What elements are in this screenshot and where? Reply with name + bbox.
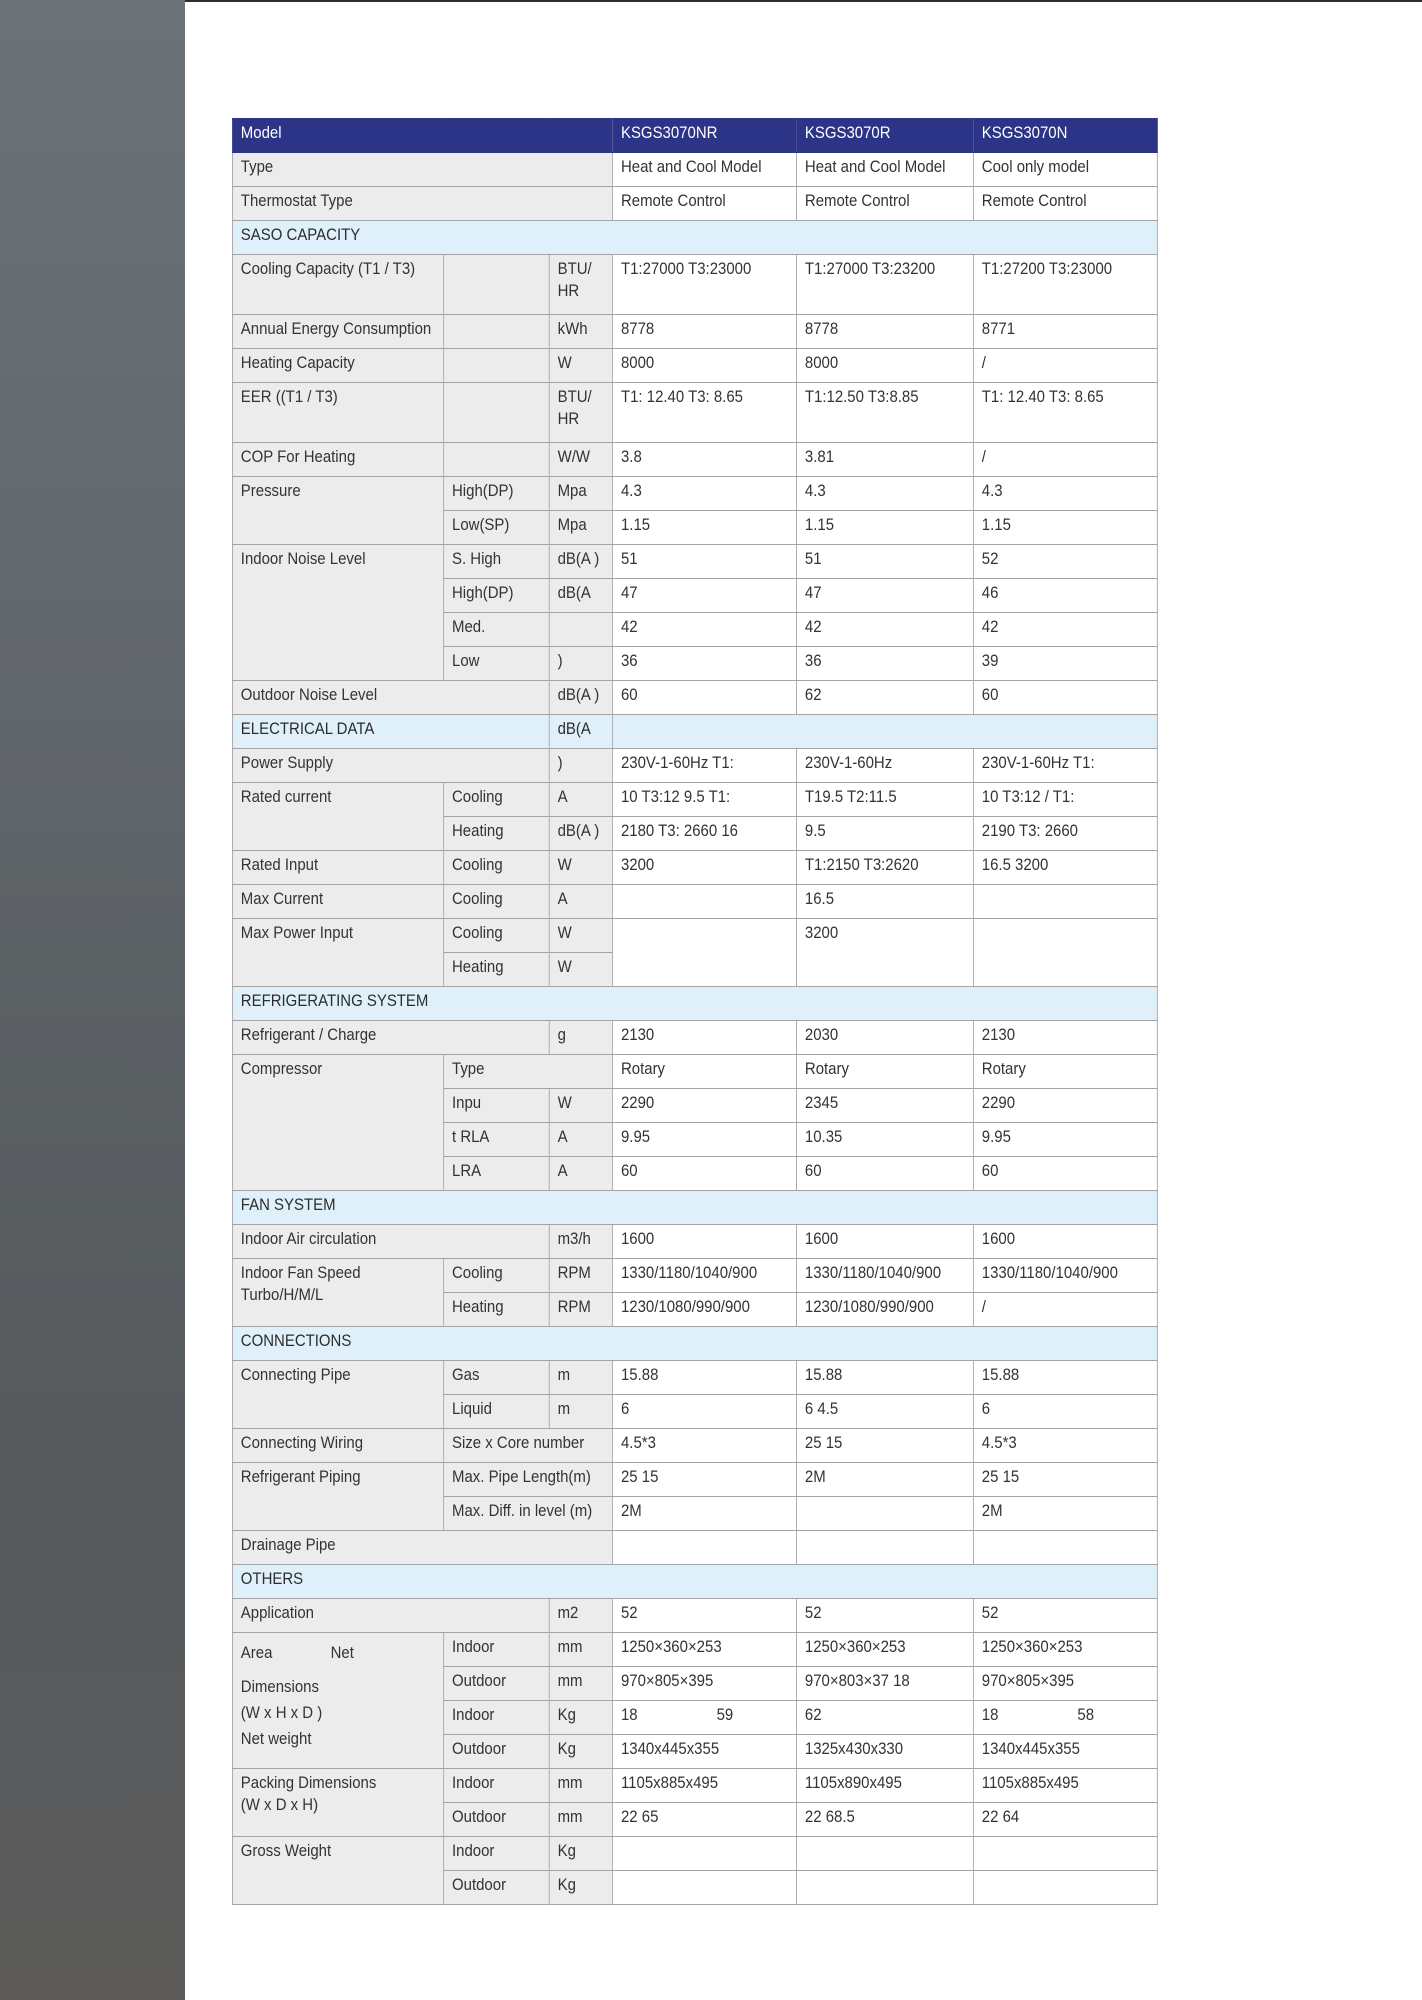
table-row bbox=[232, 1055, 1157, 1089]
header-model: Model bbox=[232, 119, 612, 153]
sub-label bbox=[444, 315, 550, 349]
sub-label: S. High bbox=[444, 545, 550, 579]
cell: Heat and Cool Model bbox=[797, 153, 974, 187]
unit: W bbox=[549, 1089, 612, 1123]
sub-label: High(DP) bbox=[444, 579, 550, 613]
section-row bbox=[232, 987, 1157, 1021]
cell: 970×805×395 bbox=[613, 1667, 797, 1701]
unit bbox=[549, 613, 612, 647]
cell bbox=[613, 1871, 797, 1905]
header-model-3: KSGS3070N bbox=[973, 119, 1157, 153]
sub-label: Outdoor bbox=[444, 1871, 550, 1905]
cell: 25 15 bbox=[613, 1463, 797, 1497]
cell: 970×803×37 18 bbox=[797, 1667, 974, 1701]
unit: W/W bbox=[549, 443, 612, 477]
row-label: Refrigerant Piping bbox=[232, 1463, 443, 1531]
unit: m bbox=[549, 1361, 612, 1395]
unit: A bbox=[549, 1157, 612, 1191]
sub-label: Cooling bbox=[444, 885, 550, 919]
cell: 6 bbox=[973, 1395, 1157, 1429]
cell: 1230/1080/990/900 bbox=[613, 1293, 797, 1327]
unit: A bbox=[549, 783, 612, 817]
cell: 1340x445x355 bbox=[973, 1735, 1157, 1769]
cell: Rotary bbox=[797, 1055, 974, 1089]
table-row bbox=[232, 187, 1157, 221]
unit: BTU/ HR bbox=[549, 383, 612, 443]
cell: 2290 bbox=[973, 1089, 1157, 1123]
row-label bbox=[232, 1769, 443, 1837]
cell: 1105x885x495 bbox=[973, 1769, 1157, 1803]
cell: 2M bbox=[973, 1497, 1157, 1531]
cell bbox=[973, 919, 1157, 987]
table-row bbox=[232, 1259, 1157, 1293]
section-title: CONNECTIONS bbox=[232, 1327, 1157, 1361]
cell: 42 bbox=[613, 613, 797, 647]
unit: W bbox=[549, 851, 612, 885]
cell: 18 58 bbox=[973, 1701, 1157, 1735]
cell: 4.3 bbox=[797, 477, 974, 511]
unit: Mpa bbox=[549, 477, 612, 511]
cell: 8000 bbox=[613, 349, 797, 383]
cell: 9.5 bbox=[797, 817, 974, 851]
cell: 47 bbox=[797, 579, 974, 613]
sub-label: Low(SP) bbox=[444, 511, 550, 545]
sub-label bbox=[444, 383, 550, 443]
cell bbox=[797, 1837, 974, 1871]
unit: mm bbox=[549, 1769, 612, 1803]
unit: W bbox=[549, 919, 612, 953]
sub-label: Size x Core number bbox=[444, 1429, 613, 1463]
table-row bbox=[232, 1225, 1157, 1259]
cell: 1340x445x355 bbox=[613, 1735, 797, 1769]
cell: T1:27000 T3:23200 bbox=[797, 255, 974, 315]
cell bbox=[797, 1871, 974, 1905]
table-row bbox=[232, 851, 1157, 885]
table-row bbox=[232, 255, 1157, 315]
sub-label: LRA bbox=[444, 1157, 550, 1191]
cell: 2130 bbox=[613, 1021, 797, 1055]
unit: dB(A ) bbox=[549, 817, 612, 851]
row-label: Rated current bbox=[232, 783, 443, 851]
cell: 52 bbox=[973, 545, 1157, 579]
cell: 8000 bbox=[797, 349, 974, 383]
table-row bbox=[232, 681, 1157, 715]
section-title: SASO CAPACITY bbox=[232, 221, 1157, 255]
sub-label: Indoor bbox=[444, 1769, 550, 1803]
sub-label: Cooling bbox=[444, 919, 550, 953]
cell: 60 bbox=[973, 681, 1157, 715]
cell: 42 bbox=[797, 613, 974, 647]
sub-label: Cooling bbox=[444, 783, 550, 817]
cell: 6 4.5 bbox=[797, 1395, 974, 1429]
row-label: Connecting Wiring bbox=[232, 1429, 443, 1463]
unit: mm bbox=[549, 1633, 612, 1667]
sub-label: Inpu bbox=[444, 1089, 550, 1123]
unit: kWh bbox=[549, 315, 612, 349]
cell: 51 bbox=[797, 545, 974, 579]
cell: 1.15 bbox=[613, 511, 797, 545]
cell: 1250×360×253 bbox=[613, 1633, 797, 1667]
unit: mm bbox=[549, 1667, 612, 1701]
row-label: Power Supply bbox=[232, 749, 549, 783]
cell: 62 bbox=[797, 1701, 974, 1735]
cell: 16.5 bbox=[797, 885, 974, 919]
cell: 36 bbox=[797, 647, 974, 681]
cell: 2M bbox=[613, 1497, 797, 1531]
cell: T1:2150 T3:2620 bbox=[797, 851, 974, 885]
row-label: Outdoor Noise Level bbox=[232, 681, 549, 715]
cell: 1330/1180/1040/900 bbox=[613, 1259, 797, 1293]
sub-label: Outdoor bbox=[444, 1667, 550, 1701]
cell: 2345 bbox=[797, 1089, 974, 1123]
cell: 1.15 bbox=[797, 511, 974, 545]
cell: 2180 T3: 2660 16 bbox=[613, 817, 797, 851]
top-rule bbox=[185, 0, 1422, 2]
table-row bbox=[232, 477, 1157, 511]
sub-label: Indoor bbox=[444, 1837, 550, 1871]
cell: 3.8 bbox=[613, 443, 797, 477]
cell: 9.95 bbox=[613, 1123, 797, 1157]
cell: 10.35 bbox=[797, 1123, 974, 1157]
unit: dB(A bbox=[549, 579, 612, 613]
cell: 2M bbox=[797, 1463, 974, 1497]
row-label: EER ((T1 / T3) bbox=[232, 383, 443, 443]
cell: 25 15 bbox=[797, 1429, 974, 1463]
unit: A bbox=[549, 885, 612, 919]
table-row bbox=[232, 1463, 1157, 1497]
row-label-line: Dimensions bbox=[240, 1677, 319, 1696]
sub-label: Gas bbox=[444, 1361, 550, 1395]
cell: 1325x430x330 bbox=[797, 1735, 974, 1769]
sub-label: Outdoor bbox=[444, 1735, 550, 1769]
row-label: Indoor Air circulation bbox=[232, 1225, 549, 1259]
unit: g bbox=[549, 1021, 612, 1055]
row-label: Thermostat Type bbox=[232, 187, 612, 221]
cell: 8771 bbox=[973, 315, 1157, 349]
cell: 39 bbox=[973, 647, 1157, 681]
unit: m2 bbox=[549, 1599, 612, 1633]
header-model-2: KSGS3070R bbox=[797, 119, 974, 153]
row-label: Application bbox=[232, 1599, 549, 1633]
cell: 60 bbox=[797, 1157, 974, 1191]
cell: 1250×360×253 bbox=[797, 1633, 974, 1667]
cell: Rotary bbox=[973, 1055, 1157, 1089]
sub-label: Heating bbox=[444, 817, 550, 851]
row-label-line: (W x H x D ) bbox=[240, 1703, 323, 1722]
cell bbox=[797, 1531, 974, 1565]
row-label-line: Turbo/H/M/L bbox=[240, 1285, 324, 1304]
row-label: Refrigerant / Charge bbox=[232, 1021, 549, 1055]
cell: T1: 12.40 T3: 8.65 bbox=[973, 383, 1157, 443]
cell: 4.3 bbox=[973, 477, 1157, 511]
cell: 52 bbox=[973, 1599, 1157, 1633]
sub-label: t RLA bbox=[444, 1123, 550, 1157]
cell: 52 bbox=[613, 1599, 797, 1633]
table-row bbox=[232, 1531, 1157, 1565]
row-label: Cooling Capacity (T1 / T3) bbox=[232, 255, 443, 315]
cell: 1330/1180/1040/900 bbox=[973, 1259, 1157, 1293]
unit: RPM bbox=[549, 1259, 612, 1293]
unit: BTU/ HR bbox=[549, 255, 612, 315]
unit: W bbox=[549, 953, 612, 987]
unit: ) bbox=[549, 647, 612, 681]
row-label: Indoor Noise Level bbox=[232, 545, 443, 681]
cell: 1330/1180/1040/900 bbox=[797, 1259, 974, 1293]
section-title: REFRIGERATING SYSTEM bbox=[232, 987, 1157, 1021]
cell: 60 bbox=[613, 1157, 797, 1191]
table-row bbox=[232, 1361, 1157, 1395]
unit: dB(A ) bbox=[549, 545, 612, 579]
table-row bbox=[232, 349, 1157, 383]
sub-label: Type bbox=[444, 1055, 613, 1089]
cell: / bbox=[973, 349, 1157, 383]
row-label: Connecting Pipe bbox=[232, 1361, 443, 1429]
row-label: Compressor bbox=[232, 1055, 443, 1191]
cell: 22 65 bbox=[613, 1803, 797, 1837]
sub-label: Liquid bbox=[444, 1395, 550, 1429]
cell: 3200 bbox=[613, 851, 797, 885]
cell: 1105x885x495 bbox=[613, 1769, 797, 1803]
unit: dB(A bbox=[549, 715, 612, 749]
decorative-sidebar bbox=[0, 0, 185, 2000]
row-label bbox=[232, 1259, 443, 1327]
cell bbox=[613, 885, 797, 919]
cell: 1.15 bbox=[973, 511, 1157, 545]
unit: Mpa bbox=[549, 511, 612, 545]
cell: / bbox=[973, 443, 1157, 477]
unit: W bbox=[549, 349, 612, 383]
cell: 18 59 bbox=[613, 1701, 797, 1735]
cell: 2030 bbox=[797, 1021, 974, 1055]
row-label-line: Net weight bbox=[240, 1729, 312, 1748]
table-row bbox=[232, 1633, 1157, 1667]
cell: Remote Control bbox=[797, 187, 974, 221]
table-row bbox=[232, 749, 1157, 783]
cell: 4.3 bbox=[613, 477, 797, 511]
cell: 10 T3:12 / T1: bbox=[973, 783, 1157, 817]
table-row bbox=[232, 153, 1157, 187]
sub-label: Heating bbox=[444, 953, 550, 987]
cell: 4.5*3 bbox=[613, 1429, 797, 1463]
cell: 4.5*3 bbox=[973, 1429, 1157, 1463]
table-row bbox=[232, 783, 1157, 817]
cell: 60 bbox=[973, 1157, 1157, 1191]
cell: 970×805×395 bbox=[973, 1667, 1157, 1701]
unit: Kg bbox=[549, 1735, 612, 1769]
cell: 36 bbox=[613, 647, 797, 681]
table-row bbox=[232, 1599, 1157, 1633]
cell bbox=[797, 1497, 974, 1531]
cell: T1:27200 T3:23000 bbox=[973, 255, 1157, 315]
spec-table bbox=[232, 118, 1158, 1905]
table-row bbox=[232, 1429, 1157, 1463]
cell bbox=[613, 919, 797, 987]
cell: 51 bbox=[613, 545, 797, 579]
cell: 8778 bbox=[797, 315, 974, 349]
table-row bbox=[232, 1769, 1157, 1803]
unit: Kg bbox=[549, 1871, 612, 1905]
sub-label: Low bbox=[444, 647, 550, 681]
cell: 2130 bbox=[973, 1021, 1157, 1055]
row-label: Heating Capacity bbox=[232, 349, 443, 383]
cell: 46 bbox=[973, 579, 1157, 613]
cell: 9.95 bbox=[973, 1123, 1157, 1157]
cell: 230V-1-60Hz T1: bbox=[973, 749, 1157, 783]
cell: 42 bbox=[973, 613, 1157, 647]
row-label-line: (W x D x H) bbox=[240, 1795, 319, 1814]
sub-label: Cooling bbox=[444, 851, 550, 885]
row-label: Max Current bbox=[232, 885, 443, 919]
row-label: Pressure bbox=[232, 477, 443, 545]
row-label: Drainage Pipe bbox=[232, 1531, 612, 1565]
row-label: Max Power Input bbox=[232, 919, 443, 987]
row-label-line: Packing Dimensions bbox=[240, 1773, 377, 1792]
cell bbox=[973, 885, 1157, 919]
row-label-line: Indoor Fan Speed bbox=[240, 1263, 361, 1282]
table-row bbox=[232, 315, 1157, 349]
cell: 3.81 bbox=[797, 443, 974, 477]
sub-label: High(DP) bbox=[444, 477, 550, 511]
section-row bbox=[232, 1327, 1157, 1361]
cell: 15.88 bbox=[613, 1361, 797, 1395]
cell: T1: 12.40 T3: 8.65 bbox=[613, 383, 797, 443]
cell: T19.5 T2:11.5 bbox=[797, 783, 974, 817]
cell: 1250×360×253 bbox=[973, 1633, 1157, 1667]
cell: 47 bbox=[613, 579, 797, 613]
unit: dB(A ) bbox=[549, 681, 612, 715]
table-row bbox=[232, 383, 1157, 443]
unit: ) bbox=[549, 749, 612, 783]
cell: 1230/1080/990/900 bbox=[797, 1293, 974, 1327]
cell: 1600 bbox=[797, 1225, 974, 1259]
sub-label: Med. bbox=[444, 613, 550, 647]
cell: / bbox=[973, 1293, 1157, 1327]
row-label-line: Area Net bbox=[240, 1643, 354, 1662]
cell: 62 bbox=[797, 681, 974, 715]
cell: 230V-1-60Hz T1: bbox=[613, 749, 797, 783]
cell: 8778 bbox=[613, 315, 797, 349]
sub-label: Max. Diff. in level (m) bbox=[444, 1497, 613, 1531]
cell: 2290 bbox=[613, 1089, 797, 1123]
unit: A bbox=[549, 1123, 612, 1157]
cell bbox=[973, 1837, 1157, 1871]
cell: 3200 bbox=[797, 919, 974, 987]
cell: 230V-1-60Hz bbox=[797, 749, 974, 783]
row-label: Gross Weight bbox=[232, 1837, 443, 1905]
cell: 60 bbox=[613, 681, 797, 715]
sub-label bbox=[444, 443, 550, 477]
row-label: Rated Input bbox=[232, 851, 443, 885]
cell: 15.88 bbox=[797, 1361, 974, 1395]
cell bbox=[613, 1837, 797, 1871]
unit: m3/h bbox=[549, 1225, 612, 1259]
cell bbox=[973, 1531, 1157, 1565]
unit: Kg bbox=[549, 1837, 612, 1871]
sub-label: Indoor bbox=[444, 1701, 550, 1735]
row-label: COP For Heating bbox=[232, 443, 443, 477]
row-label bbox=[232, 1633, 443, 1769]
table-row bbox=[232, 1021, 1157, 1055]
header-model-1: KSGS3070NR bbox=[613, 119, 797, 153]
cell: 22 64 bbox=[973, 1803, 1157, 1837]
table-row bbox=[232, 885, 1157, 919]
unit: m bbox=[549, 1395, 612, 1429]
cell: 1600 bbox=[613, 1225, 797, 1259]
section-title: OTHERS bbox=[232, 1565, 1157, 1599]
cell: 10 T3:12 9.5 T1: bbox=[613, 783, 797, 817]
sub-label: Cooling bbox=[444, 1259, 550, 1293]
cell: T1:12.50 T3:8.85 bbox=[797, 383, 974, 443]
cell: 25 15 bbox=[973, 1463, 1157, 1497]
section-row bbox=[232, 1191, 1157, 1225]
cell: Remote Control bbox=[973, 187, 1157, 221]
table-row bbox=[232, 545, 1157, 579]
cell: 52 bbox=[797, 1599, 974, 1633]
sub-label bbox=[444, 255, 550, 315]
row-label: Annual Energy Consumption bbox=[232, 315, 443, 349]
cell: 15.88 bbox=[973, 1361, 1157, 1395]
unit: mm bbox=[549, 1803, 612, 1837]
cell: Heat and Cool Model bbox=[613, 153, 797, 187]
cell bbox=[973, 1871, 1157, 1905]
cell: Remote Control bbox=[613, 187, 797, 221]
sub-label bbox=[444, 349, 550, 383]
sub-label: Outdoor bbox=[444, 1803, 550, 1837]
row-label: Type bbox=[232, 153, 612, 187]
cell: 6 bbox=[613, 1395, 797, 1429]
table-header-row bbox=[232, 119, 1157, 153]
table-row bbox=[232, 443, 1157, 477]
cell: 1105x890x495 bbox=[797, 1769, 974, 1803]
section-title: FAN SYSTEM bbox=[232, 1191, 1157, 1225]
cell: 1600 bbox=[973, 1225, 1157, 1259]
sub-label: Indoor bbox=[444, 1633, 550, 1667]
cell: Rotary bbox=[613, 1055, 797, 1089]
unit: RPM bbox=[549, 1293, 612, 1327]
cell: Cool only model bbox=[973, 153, 1157, 187]
unit: Kg bbox=[549, 1701, 612, 1735]
section-row bbox=[232, 715, 1157, 749]
table-row bbox=[232, 1837, 1157, 1871]
cell: 2190 T3: 2660 bbox=[973, 817, 1157, 851]
cell: 22 68.5 bbox=[797, 1803, 974, 1837]
section-fill bbox=[613, 715, 1158, 749]
sub-label: Max. Pipe Length(m) bbox=[444, 1463, 613, 1497]
section-title: ELECTRICAL DATA bbox=[232, 715, 549, 749]
section-row bbox=[232, 1565, 1157, 1599]
cell bbox=[613, 1531, 797, 1565]
sub-label: Heating bbox=[444, 1293, 550, 1327]
cell: T1:27000 T3:23000 bbox=[613, 255, 797, 315]
section-row bbox=[232, 221, 1157, 255]
cell: 16.5 3200 bbox=[973, 851, 1157, 885]
table-row bbox=[232, 919, 1157, 953]
